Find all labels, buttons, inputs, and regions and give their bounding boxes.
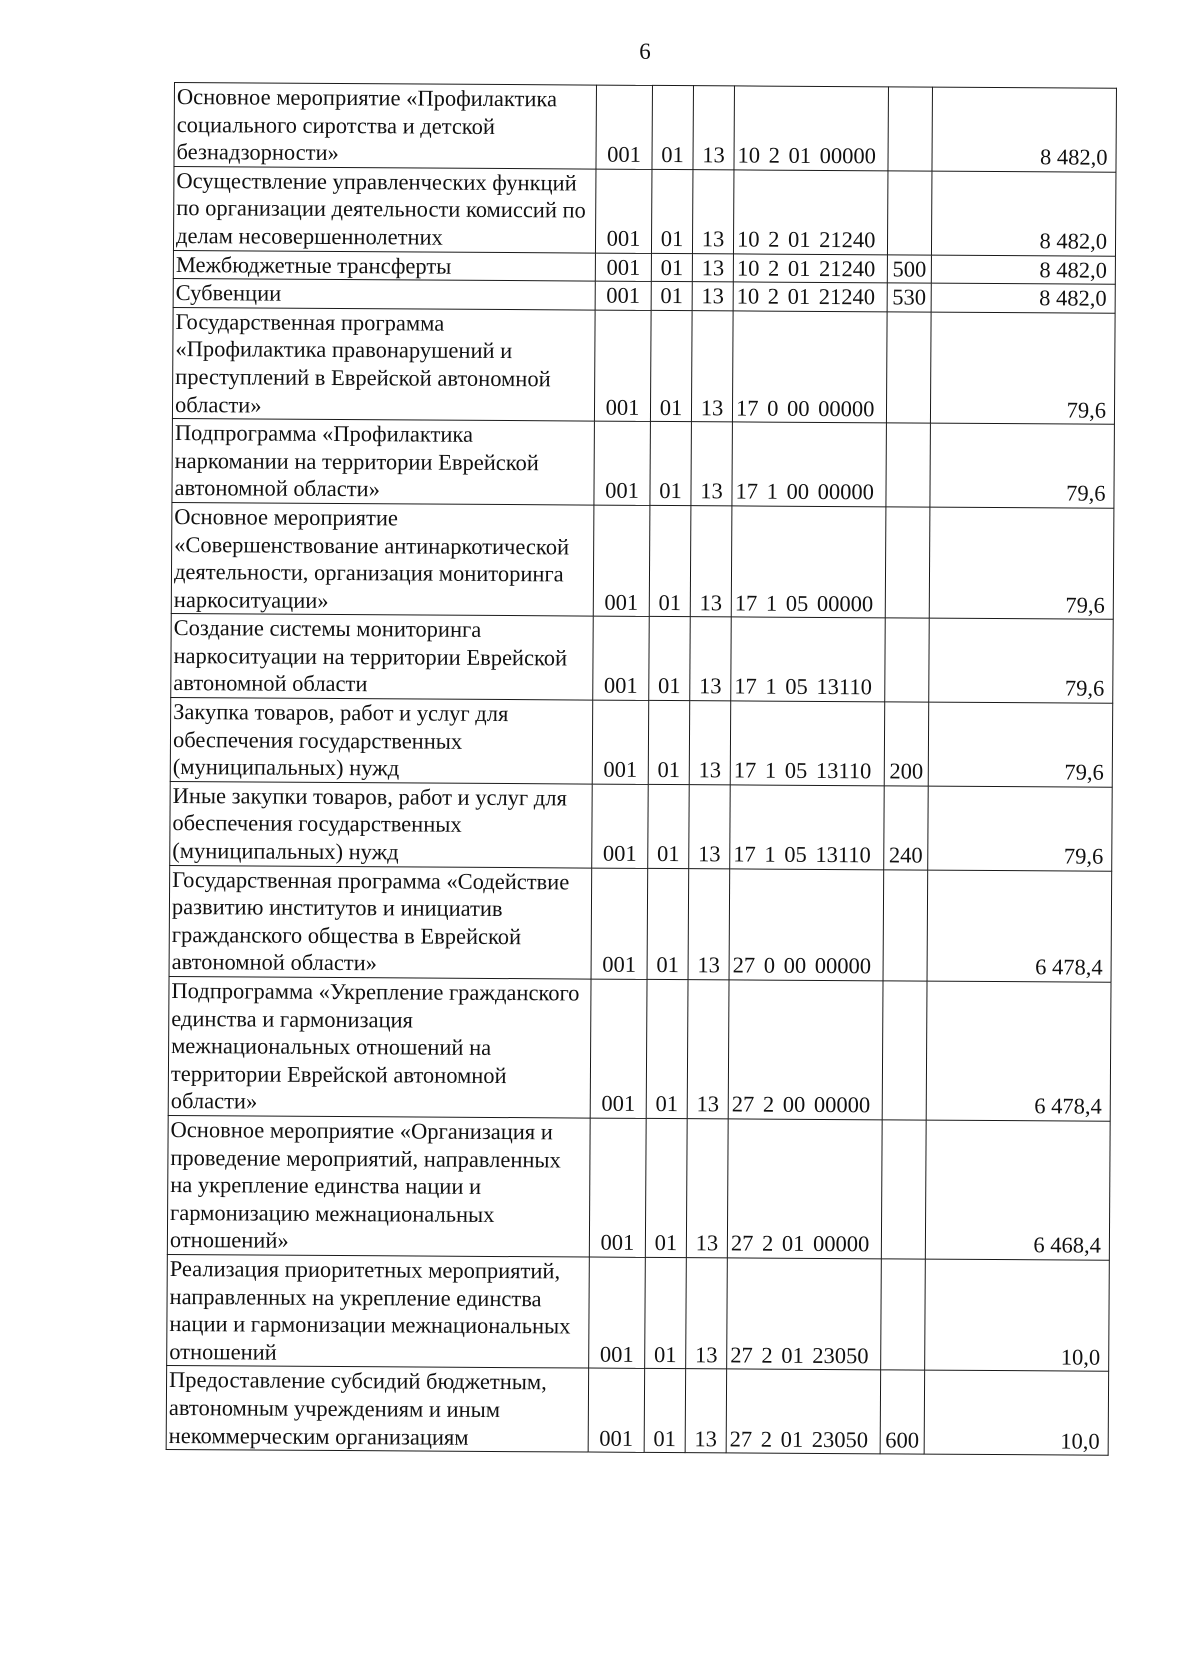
- grbs-code-cell: 001: [595, 169, 652, 253]
- item-name-cell: Реализация приоритетных мероприятий, направленных на укрепление единства нации и гармонизации межнациональных отношений: [167, 1254, 590, 1368]
- item-name-cell: Осуществление управленческих функций по организации деятельности комиссий по делам несовершеннолетних: [173, 166, 596, 252]
- grbs-code-cell: 001: [588, 1368, 645, 1452]
- amount-cell: 79,6: [930, 312, 1115, 424]
- subsection-code-cell: 13: [692, 169, 734, 253]
- table-row: [174, 83, 1116, 173]
- item-name-cell: Государственная программа «Содействие развитию институтов и инициатив гражданского общества в Еврейской автономной области»: [169, 865, 592, 979]
- grbs-code-cell: 001: [592, 784, 649, 868]
- subsection-code-cell: 13: [686, 1119, 728, 1258]
- grbs-code-cell: 001: [589, 1257, 646, 1369]
- section-code-cell: 01: [651, 169, 693, 253]
- amount-cell: 79,6: [929, 507, 1114, 619]
- target-article-cell: 10 2 01 21240: [733, 282, 887, 312]
- target-article-cell: 17 1 05 13110: [731, 617, 886, 702]
- target-article-cell: 17 1 00 00000: [732, 422, 887, 507]
- target-article-cell: 27 2 01 23050: [727, 1258, 882, 1370]
- expense-type-cell: [886, 423, 931, 507]
- table-row: [171, 502, 1114, 619]
- expense-type-cell: 600: [880, 1370, 925, 1454]
- grbs-code-cell: 001: [595, 281, 651, 310]
- table-row: [168, 976, 1111, 1121]
- target-article-cell: 27 2 01 00000: [727, 1119, 882, 1259]
- expense-type-cell: 530: [887, 283, 931, 312]
- amount-cell: 8 482,0: [931, 171, 1116, 256]
- item-name-cell: Субвенции: [173, 279, 595, 310]
- expense-type-cell: 200: [884, 702, 929, 786]
- section-code-cell: 01: [651, 253, 692, 282]
- amount-cell: 79,6: [928, 702, 1113, 787]
- target-article-cell: 17 1 05 00000: [731, 506, 886, 618]
- subsection-code-cell: 13: [691, 310, 733, 422]
- section-code-cell: 01: [648, 700, 690, 784]
- subsection-code-cell: 13: [692, 282, 733, 311]
- grbs-code-cell: 001: [591, 868, 648, 980]
- section-code-cell: 01: [651, 282, 692, 311]
- grbs-code-cell: 001: [593, 616, 650, 700]
- subsection-code-cell: 13: [689, 785, 731, 869]
- item-name-cell: Основное мероприятие «Совершенствование антинаркотической деятельности, организация мониторинга наркоситуации»: [171, 502, 594, 616]
- subsection-code-cell: 13: [690, 617, 732, 701]
- subsection-code-cell: 13: [692, 253, 733, 282]
- table-row: [166, 1366, 1108, 1456]
- subsection-code-cell: 13: [693, 86, 735, 170]
- expense-type-cell: [883, 869, 928, 981]
- expense-type-cell: [881, 1120, 926, 1259]
- item-name-cell: Предоставление субсидий бюджетным, автономным учреждениям и иным некоммерческим организациям: [166, 1366, 589, 1452]
- table-row: [169, 865, 1112, 982]
- item-name-cell: Основное мероприятие «Профилактика социального сиротства и детской безнадзорности»: [174, 83, 597, 169]
- target-article-cell: 10 2 01 21240: [733, 253, 887, 283]
- subsection-code-cell: 13: [691, 422, 733, 506]
- grbs-code-cell: 001: [595, 253, 651, 282]
- item-name-cell: Основное мероприятие «Организация и проведение мероприятий, направленных на укрепление единства нации и гармонизацию межнациональных отношений»: [167, 1115, 590, 1257]
- grbs-code-cell: 001: [594, 421, 651, 505]
- expense-type-cell: 240: [884, 786, 929, 870]
- amount-cell: 6 478,4: [926, 981, 1111, 1121]
- target-article-cell: 17 1 05 13110: [730, 701, 885, 786]
- subsection-code-cell: 13: [687, 980, 729, 1119]
- section-code-cell: 01: [645, 1257, 687, 1369]
- subsection-code-cell: 13: [688, 868, 730, 980]
- grbs-code-cell: 001: [593, 505, 650, 617]
- expense-type-cell: 500: [887, 254, 931, 283]
- item-name-cell: Подпрограмма «Укрепление гражданского единства и гармонизация межнациональных отношений на территории Еврейской автономной области»: [168, 976, 591, 1118]
- table-row: [172, 419, 1114, 509]
- target-article-cell: 10 2 01 21240: [733, 170, 888, 255]
- target-article-cell: 27 2 00 00000: [728, 980, 883, 1120]
- budget-table: [166, 82, 1117, 1456]
- section-code-cell: 01: [649, 505, 691, 617]
- amount-cell: 10,0: [925, 1259, 1110, 1371]
- amount-cell: 79,6: [930, 423, 1115, 508]
- table-body: [166, 83, 1116, 1456]
- expense-type-cell: [885, 618, 930, 702]
- amount-cell: 8 482,0: [931, 283, 1115, 313]
- grbs-code-cell: 001: [589, 1118, 646, 1257]
- page-number: 6: [639, 39, 651, 64]
- grbs-code-cell: 001: [592, 700, 649, 784]
- table-row: [171, 614, 1113, 704]
- amount-cell: 10,0: [924, 1370, 1109, 1455]
- target-article-cell: 27 0 00 00000: [729, 869, 884, 981]
- grbs-code-cell: 001: [596, 85, 653, 169]
- subsection-code-cell: 13: [686, 1258, 728, 1370]
- section-code-cell: 01: [644, 1369, 686, 1453]
- section-code-cell: 01: [648, 784, 690, 868]
- amount-cell: 6 478,4: [927, 870, 1112, 982]
- table-row: [172, 307, 1115, 424]
- section-code-cell: 01: [649, 617, 691, 701]
- section-code-cell: 01: [650, 310, 692, 422]
- item-name-cell: Создание системы мониторинга наркоситуации на территории Еврейской автономной области: [171, 614, 594, 700]
- expense-type-cell: [885, 507, 930, 619]
- amount-cell: 79,6: [928, 786, 1113, 871]
- item-name-cell: Межбюджетные трансферты: [173, 250, 595, 281]
- subsection-code-cell: 13: [685, 1369, 727, 1453]
- section-code-cell: 01: [647, 868, 689, 980]
- expense-type-cell: [887, 171, 932, 255]
- table-row: [170, 698, 1112, 788]
- table-row: [167, 1115, 1110, 1260]
- section-code-cell: 01: [650, 422, 692, 506]
- grbs-code-cell: 001: [594, 310, 651, 422]
- target-article-cell: 27 2 01 23050: [726, 1369, 881, 1454]
- section-code-cell: 01: [645, 1118, 687, 1257]
- amount-cell: 79,6: [929, 618, 1114, 703]
- expense-type-cell: [881, 1259, 926, 1371]
- table-row: [167, 1254, 1110, 1371]
- item-name-cell: Подпрограмма «Профилактика наркомании на территории Еврейской автономной области»: [172, 419, 595, 505]
- item-name-cell: Закупка товаров, работ и услуг для обеспечения государственных (муниципальных) нужд: [170, 698, 593, 784]
- amount-cell: 6 468,4: [925, 1120, 1110, 1260]
- expense-type-cell: [888, 87, 933, 171]
- target-article-cell: 17 0 00 00000: [732, 311, 887, 423]
- table-row: [173, 166, 1115, 256]
- item-name-cell: Государственная программа «Профилактика правонарушений и преступлений в Еврейской автономной области»: [172, 307, 595, 421]
- target-article-cell: 10 2 01 00000: [734, 86, 889, 171]
- expense-type-cell: [882, 981, 927, 1120]
- amount-cell: 8 482,0: [931, 255, 1115, 285]
- subsection-code-cell: 13: [689, 701, 731, 785]
- subsection-code-cell: 13: [690, 506, 732, 618]
- amount-cell: 8 482,0: [932, 87, 1117, 172]
- grbs-code-cell: 001: [590, 979, 647, 1118]
- target-article-cell: 17 1 05 13110: [730, 785, 885, 870]
- section-code-cell: 01: [646, 979, 688, 1118]
- table-row: [170, 781, 1112, 871]
- item-name-cell: Иные закупки товаров, работ и услуг для обеспечения государственных (муниципальных) нужд: [170, 781, 593, 867]
- expense-type-cell: [886, 312, 931, 424]
- section-code-cell: 01: [652, 85, 694, 169]
